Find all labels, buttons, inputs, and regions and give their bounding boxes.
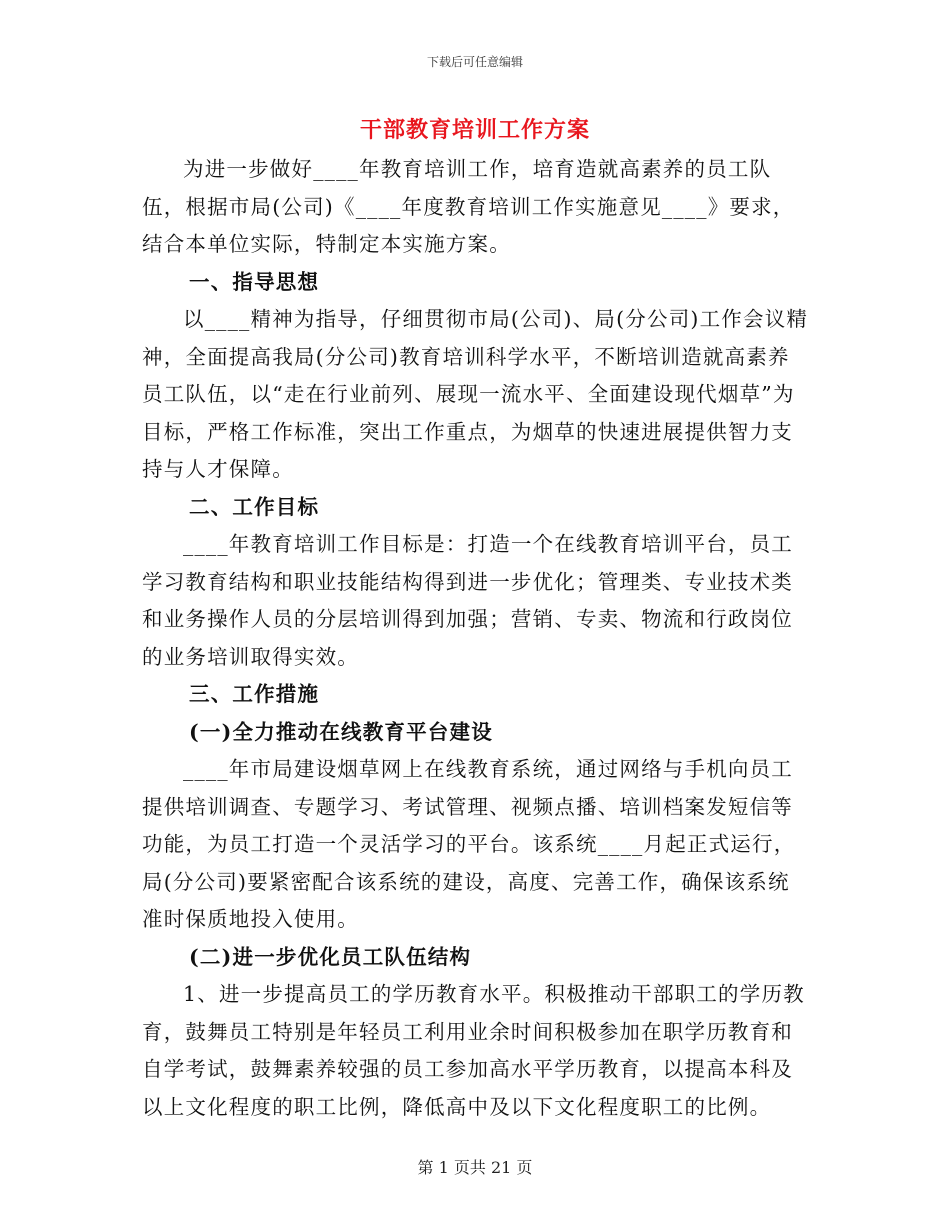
subsection-2-item-1: 1、进一步提高员工的学历教育水平。积极推动干部职工的学历教育，鼓舞员工特别是年轻员工利用业余时间积极参加在职学历教育和自学考试，鼓舞素养较强的员工参加高水平学历教育，以提高本科及以上文化程度的职工比例，降低高中及以下文化程度职工的比例。 <box>142 982 805 1119</box>
document-title: 干部教育培训工作方案 <box>359 117 590 143</box>
subsection-2-heading: (二)进一步优化员工队伍结构 <box>189 944 472 969</box>
section-2-paragraph: ____年教育培训工作目标是：打造一个在线教育培训平台，员工学习教育结构和职业技能结构得到进一步优化；管理类、专业技术类和业务操作人员的分层培训得到加强；营销、专卖、物流和行政岗位的业务培训取得实效。 <box>142 532 793 669</box>
section-1-heading: 一、指导思想 <box>189 269 320 294</box>
section-3-heading: 三、工作措施 <box>189 682 320 706</box>
page-header-note: 下载后可任意编辑 <box>426 55 523 69</box>
intro-paragraph: 为进一步做好____年教育培训工作，培育造就高素养的员工队伍，根据市局(公司)《____年度教育培训工作实施意见____》要求，结合本单位实际，特制定本实施方案。 <box>142 157 795 256</box>
section-1-paragraph: 以____精神为指导，仔细贯彻市局(公司)、局(分公司)工作会议精神，全面提高我局(分公司)教育培训科学水平，不断培训造就高素养员工队伍，以“走在行业前列、展现一流水平、全面建设现代烟草”为目标，严格工作标准，突出工作重点，为烟草的快速进展提供智力支持与人才保障。 <box>142 307 809 481</box>
page-number: 第 1 页共 21 页 <box>417 1158 533 1177</box>
subsection-1-paragraph: ____年市局建设烟草网上在线教育系统，通过网络与手机向员工提供培训调查、专题学习、考试管理、视频点播、培训档案发短信等功能，为员工打造一个灵活学习的平台。该系统____月起正式运行，局(分公司)要紧密配合该系统的建设，高度、完善工作，确保该系统准时保质地投入使用。 <box>142 757 796 931</box>
section-2-heading: 二、工作目标 <box>189 494 320 519</box>
subsection-1-heading: (一)全力推动在线教育平台建设 <box>189 719 493 744</box>
document-body <box>142 151 810 1126</box>
